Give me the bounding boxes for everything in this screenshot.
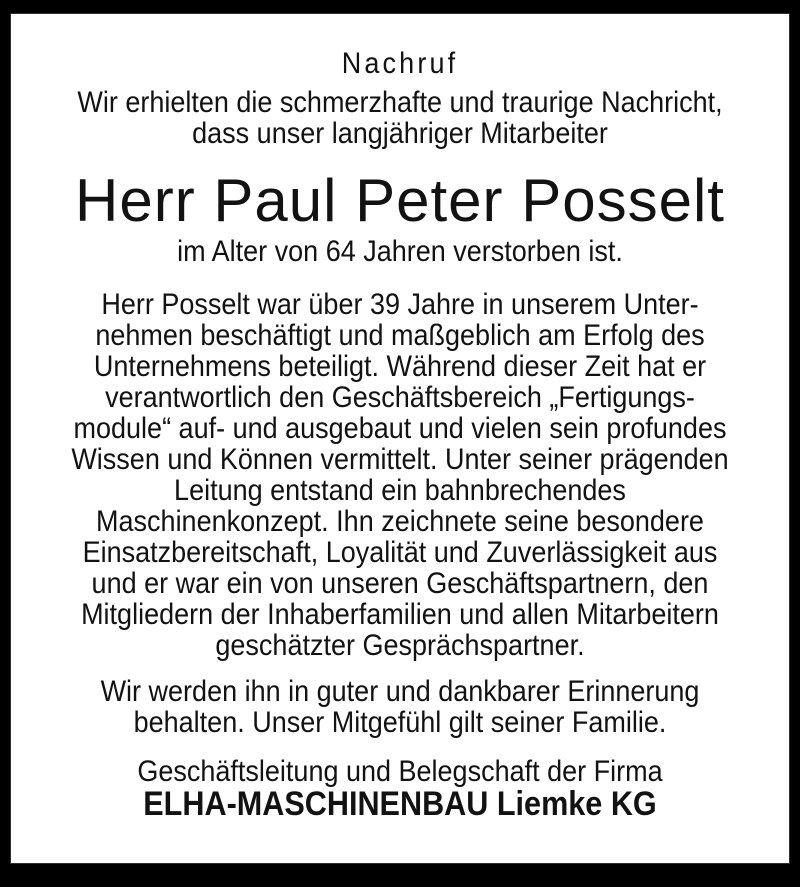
- obituary-notice-page: [10, 13, 790, 864]
- text-line: Herr Posselt war über 39 Jahre in unserem Unter-: [101, 288, 699, 321]
- tribute-paragraph: [50, 289, 750, 661]
- text-line: behalten. Unser Mitgefühl gilt seiner Familie.: [133, 706, 667, 739]
- text-line: Wir erhielten die schmerzhafte und traurige Nachricht,: [77, 86, 723, 119]
- text-line: geschätzter Gesprächspartner.: [215, 629, 585, 662]
- text-line: Leitung entstand ein bahnbrechendes: [174, 474, 626, 507]
- age-line: im Alter von 64 Jahren verstorben ist.: [177, 235, 623, 268]
- text-line: nehmen beschäftigt und maßgeblich am Erfolg des: [95, 319, 705, 352]
- text-line: Unternehmens beteiligt. Während dieser Zeit hat er: [93, 350, 707, 383]
- notice-label: Nachruf: [341, 47, 459, 80]
- remembrance-paragraph: [50, 676, 750, 738]
- text-line: verantwortlich den Geschäftsbereich „Fertigungs-: [105, 381, 695, 414]
- text-line: und er war ein von unseren Geschäftspartnern, den: [91, 567, 709, 600]
- signature-line: Geschäftsleitung und Belegschaft der Firma: [137, 755, 663, 788]
- intro-text: [50, 87, 750, 149]
- text-line: Einsatzbereitschaft, Loyalität und Zuverlässigkeit aus: [82, 536, 718, 569]
- text-line: module“ auf- und ausgebaut und vielen sein profundes: [73, 412, 727, 445]
- text-line: Mitgliedern der Inhaberfamilien und allen Mitarbeitern: [81, 598, 719, 631]
- deceased-name: Herr Paul Peter Posselt: [75, 167, 725, 234]
- company-name: ELHA-MASCHINENBAU Liemke KG: [143, 785, 657, 823]
- text-line: Maschinenkonzept. Ihn zeichnete seine besondere: [96, 505, 704, 538]
- text-line: dass unser langjähriger Mitarbeiter: [192, 117, 608, 150]
- text-line: Wissen und Können vermittelt. Unter seiner prägenden: [71, 443, 729, 476]
- text-line: Wir werden ihn in guter und dankbarer Erinnerung: [100, 675, 700, 708]
